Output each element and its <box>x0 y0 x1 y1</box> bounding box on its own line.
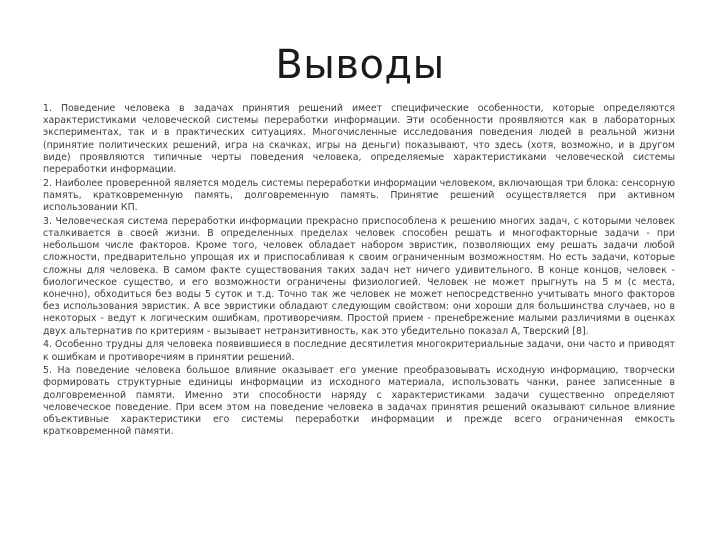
paragraph-1: 1. Поведение человека в задачах принятия решений имеет специфические особенности, которые определяются характеристиками человеческой системы переработки информации. Эти особенности проявляются как в лабораторных экспериментах, так и в практических ситуациях. Многочисленные исследования поведения людей в реальной жизни (принятие политических решений, игра на скачках, игры на деньги) показывают, что здесь (хотя, возможно, и в другом виде) проявляются типичные черты поведения человека, определяемые характеристиками человеческой системы переработки информации. <box>43 103 675 176</box>
slide-body <box>43 103 675 440</box>
paragraph-4: 4. Особенно трудны для человека появившиеся в последние десятилетия многокритериальные задачи, они часто и приводят к ошибкам и противоречиям в принятии решений. <box>43 339 675 363</box>
paragraph-2: 2. Наиболее проверенной является модель системы переработки информации человеком, включающая три блока: сенсорную память, кратковременную память, долговременную память. Принятие решений осуществляется при активном использовании КП. <box>43 177 675 214</box>
slide-title: Выводы <box>275 42 445 88</box>
paragraph-3: 3. Человеческая система переработки информации прекрасно приспособлена к решению многих задач, с которыми человек сталкивается в своей жизни. В определенных пределах человек способен решать и многофакторные задачи - при небольшом числе факторов. Кроме того, человек обладает набором эвристик, позволяющих ему решать задачи любой сложности, предварительно упрощая их и приспосабливая к своим ограниченным возможностям. Но есть задачи, которые сложны для человека. В самом факте существования таких задач нет ничего удивительного. В конце концов, человек - биологическое существо, и его возможности ограничены физиологией. Человек не может прыгнуть на 5 м (с места, конечно), обходиться без воды 5 суток и т.д. Точно так же человек не может непосредственно учитывать много факторов без использования эвристик. А все эвристики обладают следующим свойством: они хороши для большинства случаев, но в некоторых - ведут к логическим ошибкам, противоречиям. Простой прием - пренебрежение малыми различиями в оценках двух альтернатив по критериям - вызывает нетранзитивность, как это убедительно показал А, Тверский [8]. <box>43 215 675 337</box>
paragraph-5: 5. На поведение человека большое влияние оказывает его умение преобразовывать исходную информацию, творчески формировать структурные единицы информации из исходного материала, использовать чанки, ранее записенные в долговременной памяти. Именно эти способности наряду с характеристиками задачи существенно определяют человеческое поведение. При всем этом на поведение человека в задачах принятия решений оказывают сильное влияние объективные характеристики его системы переработки информации и прежде всего ограниченная емкость кратковременной памяти. <box>43 365 675 438</box>
